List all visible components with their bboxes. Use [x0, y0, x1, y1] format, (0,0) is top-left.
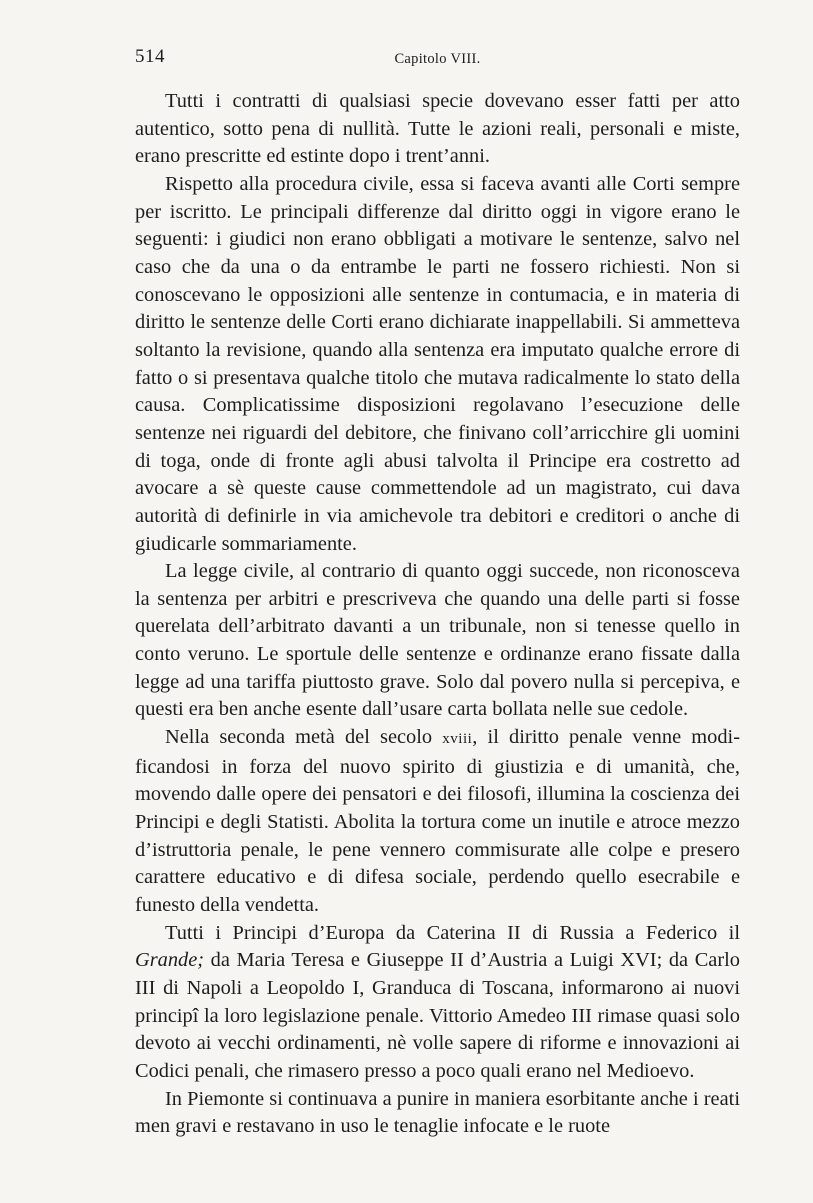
page-header: [135, 44, 740, 74]
paragraph-princes-end: da Maria Teresa e Giuseppe II d’Austria a Luigi XVI; da Carlo III di Napoli a Leopoldo I, Granduca di Toscana, informarono ai nuovi principî la loro legislazione penale. Vittorio Amedeo III rimase quasi solo devoto ai vecchi ordinamenti, nè volle sapere di riforme e innovazioni ai Codici penali, che rimasero presso a poco quali erano nel Medioevo.: [135, 949, 740, 1082]
paragraph-penal-law-end: , il diritto penale venne modificandosi in forza del nuovo spirito di giustizia e di umanità, che, movendo dalle opere dei pensatori e dei filosofi, illumina la coscienza dei Principi e degli Statisti. Abolita la tortura come un inutile e atroce mezzo d’istruttoria penale, le pene vennero commisurate alle colpe e presero carattere educativo e di difesa sociale, perdendo quello esecrabile e funesto della vendetta.: [135, 726, 740, 917]
paragraph-civil-law: La legge civile, al contrario di quanto oggi succede, non riconosceva la sentenza per arbitri e prescriveva che quando una delle parti si fosse querelata dell’arbitrato davanti a un tribunale, non si tenesse quello in conto veruno. Le sportule delle sentenze e ordinanze erano fissate dalla legge ad una tariffa piuttosto grave. Solo dal povero nulla si percepiva, e questi era ben anche esente dall’usare carta bollata nelle sue cedole.: [135, 560, 740, 721]
paragraph-european-princes: [135, 920, 740, 1086]
paragraph-penal-law: [135, 724, 740, 920]
running-head: Capitolo VIII.: [394, 51, 481, 67]
page-number: 514: [135, 46, 165, 67]
body-text: [135, 88, 740, 1141]
paragraph-contracts: Tutti i contratti di qualsiasi specie dovevano esser fatti per atto autentico, sotto pena di nullità. Tutte le azioni reali, personali e miste, erano prescritte ed estinte dopo i trent’anni.: [135, 90, 740, 168]
paragraph-princes-start: Tutti i Principi d’Europa da Caterina II di Russia a Federico il: [165, 921, 740, 944]
paragraph-penal-law-start: Nella seconda metà del secolo: [165, 726, 443, 749]
italic-grande: Grande;: [135, 949, 205, 972]
century-numeral: xviii: [442, 731, 473, 748]
paragraph-piemonte: In Piemonte si continuava a punire in maniera esorbitante anche i reati men gravi e restavano in uso le tenaglie infocate e le ruote: [135, 1087, 740, 1138]
paragraph-civil-procedure: Rispetto alla procedura civile, essa si faceva avanti alle Corti sempre per iscritto. Le principali differenze dal diritto oggi in vigore erano le seguenti: i giudici non erano obbligati a motivare le sentenze, salvo nel caso che da una o da entrambe le parti ne fossero richiesti. Non si conoscevano le opposizioni alle sentenze in contumacia, e in materia di diritto le sentenze delle Corti erano dichiarate inappellabili. Si ammetteva soltanto la revisione, quando alla sentenza era imputato qualche errore di fatto o si presentava qualche titolo che mutava radicalmente lo stato della causa. Complicatissime disposizioni regolavano l’esecuzione delle sentenze nei riguardi del debitore, che finivano coll’arricchire gli uomini di toga, onde di fronte agli abusi talvolta il Principe era costretto ad avocare a sè queste cause commettendole ad un magistrato, cui dava autorità di definirle in via amichevole tra debitori e creditori o anche di giudicarle sommariamente.: [135, 172, 740, 555]
